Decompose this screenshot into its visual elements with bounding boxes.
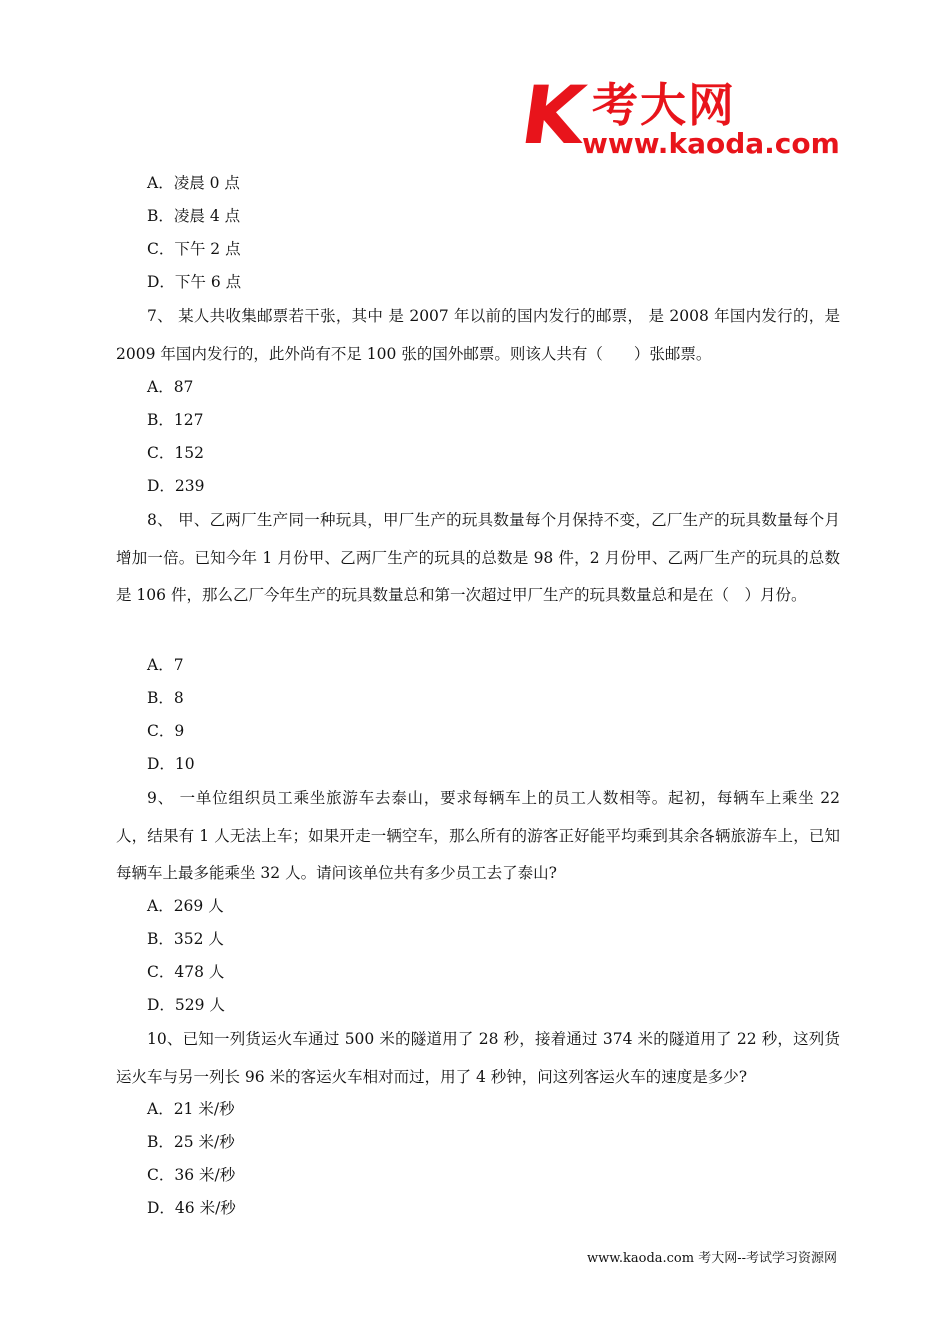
- q10-text: 10、已知一列货运火车通过 500 米的隧道用了 28 秒，接着通过 374 米的隧道用了 22 秒，这列货运火车与另一列长 96 米的客运火车相对而过，用了 4 秒钟，问这列客运火车的速度是多少?: [116, 1030, 840, 1086]
- q8-option-c: C．9: [147, 722, 185, 740]
- q9-option-a: A．269 人: [147, 897, 224, 915]
- q10-option-b: B．25 米/秒: [147, 1133, 235, 1151]
- q10-option-a: A．21 米/秒: [147, 1100, 235, 1118]
- q6-option-d: D．下午 6 点: [147, 273, 242, 291]
- q8-option-a: A．7: [147, 656, 184, 674]
- q8-option-d: D．10: [147, 755, 195, 773]
- q10-option-d: D．46 米/秒: [147, 1199, 236, 1217]
- page-footer: www.kaoda.com 考大网--考试学习资源网: [587, 1251, 837, 1266]
- q8-option-b: B．8: [147, 689, 184, 707]
- logo-k-mark: K: [515, 69, 591, 162]
- q6-option-a: A．凌晨 0 点: [147, 174, 240, 192]
- q9-option-d: D．529 人: [147, 996, 225, 1014]
- q8-text: 8、 甲、乙两厂生产同一种玩具，甲厂生产的玩具数量每个月保持不变，乙厂生产的玩具数量每个月增加一倍。已知今年 1 月份甲、乙两厂生产的玩具的总数是 98 件，2 月份甲、乙两厂生产的玩具的总数是 106 件，那么乙厂今年生产的玩具数量总和第一次超过甲厂生产的玩具数量总和是在（ ）月份。: [116, 511, 840, 604]
- q7-text: 7、 某人共收集邮票若干张，其中 是 2007 年以前的国内发行的邮票， 是 2008 年国内发行的，是 2009 年国内发行的，此外尚有不足 100 张的国外邮票。则该人共有（ ）张邮票。: [116, 307, 840, 363]
- q9-text: 9、 一单位组织员工乘坐旅游车去泰山，要求每辆车上的员工人数相等。起初，每辆车上乘坐 22 人，结果有 1 人无法上车；如果开走一辆空车，那么所有的游客正好能平均乘到其余各辆旅游车上，已知每辆车上最多能乘坐 32 人。请问该单位共有多少员工去了泰山?: [116, 789, 840, 882]
- q7-option-c: C．152: [147, 444, 204, 462]
- logo-url: www.kaoda.com: [582, 127, 840, 160]
- kaoda-logo: [515, 69, 840, 162]
- logo-name: 考大网: [592, 78, 736, 132]
- q7-option-d: D．239: [147, 477, 205, 495]
- q7-option-b: B．127: [147, 411, 204, 429]
- q6-option-b: B．凌晨 4 点: [147, 207, 241, 225]
- q7-option-a: A．87: [147, 378, 194, 396]
- q9-option-b: B．352 人: [147, 930, 224, 948]
- q9-option-c: C．478 人: [147, 963, 225, 981]
- q10-option-c: C．36 米/秒: [147, 1166, 236, 1184]
- q6-option-c: C．下午 2 点: [147, 240, 241, 258]
